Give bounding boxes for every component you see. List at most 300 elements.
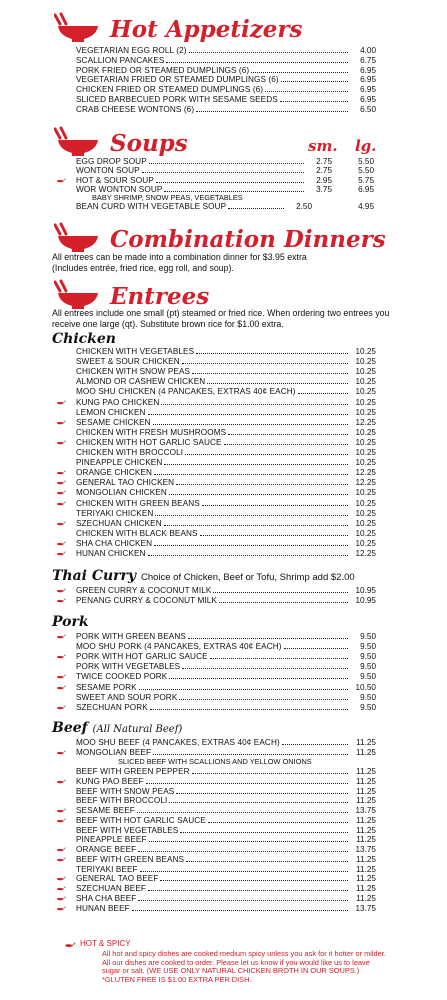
item-price: 4.00	[360, 46, 376, 55]
item-price: 9.50	[360, 672, 376, 682]
menu-item	[76, 478, 376, 488]
price-large-value: 5.75	[358, 175, 374, 185]
chili-pepper-icon	[56, 521, 66, 527]
price-large-value: 5.50	[358, 157, 374, 166]
menu-item	[76, 408, 376, 418]
leader-dots	[154, 468, 348, 475]
item-price: 2.75	[316, 157, 332, 166]
item-name: WONTON SOUP	[76, 166, 140, 176]
item-price: 9.50	[360, 702, 376, 712]
item-price: 10.25	[355, 387, 376, 397]
item-price: 11.25	[356, 825, 376, 835]
item-price: 10.25	[355, 518, 376, 528]
menu-item	[76, 826, 376, 836]
menu-item	[76, 85, 376, 95]
item-name: SZECHUAN PORK	[76, 702, 148, 712]
leader-dots	[280, 95, 348, 102]
footer-line-1: All hot and spicy dishes are cooked medium spicy unless you ask for it hotter or milder.	[102, 949, 386, 958]
leader-dots	[153, 418, 348, 425]
chili-pepper-icon	[56, 598, 66, 604]
beef-note: (All Natural Beef)	[92, 724, 183, 735]
chili-pepper-icon	[56, 400, 66, 406]
leader-dots	[166, 56, 348, 63]
item-name: SESAME BEEF	[76, 806, 135, 815]
item-name: GENERAL TAO CHICKEN	[76, 478, 175, 488]
item-name: SWEET & SOUR CHICKEN	[76, 357, 180, 367]
menu-item	[76, 458, 376, 468]
item-name: HUNAN CHICKEN	[76, 549, 146, 558]
item-name: PENANG CURRY & COCONUT MILK	[76, 596, 218, 605]
combination-line-1: All entrees can be made into a combination dinner for $3.95 extra	[52, 252, 307, 262]
price-large-value: 5.50	[358, 166, 374, 176]
chili-pepper-icon	[56, 674, 66, 680]
menu-item	[76, 549, 376, 559]
item-price: 6.75	[360, 55, 376, 65]
entrees-line-2: receive one large (qt). Substitute brown rice for $1.00 extra.	[52, 319, 284, 329]
chili-pepper-icon	[56, 876, 66, 882]
footer-line-3: sugar or salt. (WE USE ONLY NATURAL CHICKEN BROTH IN OUR SOUPS.)	[102, 966, 360, 976]
item-price: 12.25	[355, 549, 376, 558]
item-name: CHICKEN WITH GREEN BEANS	[76, 498, 200, 508]
leader-dots	[196, 105, 348, 112]
item-name: BEEF WITH HOT GARLIC SAUCE	[76, 815, 206, 825]
item-name: SWEET AND SOUR PORK	[76, 692, 178, 702]
leader-dots	[155, 509, 348, 516]
col-header-large: lg.	[355, 137, 377, 155]
menu-item	[76, 816, 376, 826]
item-price-small: 2.50	[296, 202, 312, 211]
entrees-text	[52, 308, 412, 330]
item-name: HUNAN BEEF	[76, 903, 130, 913]
chili-pepper-icon	[56, 634, 66, 640]
chili-pepper-icon	[56, 470, 66, 476]
leader-dots	[265, 85, 348, 92]
item-name: EGG DROP SOUP	[76, 157, 147, 166]
item-name: TERIYAKI BEEF	[76, 864, 138, 874]
menu-item	[76, 56, 376, 66]
price-large-value: 6.95	[358, 184, 374, 194]
item-name: MOO SHU PORK (4 PANCAKES, EXTRAS 40¢ EACH)	[76, 642, 282, 652]
item-name: CHICKEN WITH SNOW PEAS	[76, 367, 191, 377]
leader-dots	[150, 703, 348, 710]
menu-item	[76, 796, 376, 806]
subsection-title-beef	[52, 720, 182, 736]
item-price: 6.95	[360, 95, 376, 104]
subsection-title-chicken: Chicken	[52, 331, 116, 347]
chili-pepper-icon	[56, 654, 66, 660]
item-name: PINEAPPLE BEEF	[76, 835, 147, 845]
item-name: TERIYAKI CHICKEN	[76, 508, 154, 518]
rice-bowl-chopsticks-icon	[54, 126, 104, 156]
leader-dots	[148, 884, 348, 891]
menu-item	[76, 652, 376, 662]
item-price: 6.95	[360, 75, 376, 85]
leader-dots	[282, 738, 348, 745]
leader-dots	[164, 458, 348, 465]
leader-dots	[154, 539, 348, 546]
item-price: 13.75	[355, 806, 376, 815]
item-price: 9.50	[360, 632, 376, 641]
wor-wonton-note: BABY SHRIMP, SNOW PEAS, VEGETABLES	[92, 193, 243, 202]
item-price: 10.25	[355, 538, 376, 548]
item-price: 11.25	[356, 738, 376, 747]
menu-item	[76, 66, 376, 76]
rice-bowl-chopsticks-icon	[54, 222, 104, 252]
item-name: ORANGE CHICKEN	[76, 468, 153, 478]
thai-note: Choice of Chicken, Beef or Tofu, Shrimp add $2.00	[140, 572, 355, 583]
leader-dots	[132, 904, 348, 911]
leader-dots	[182, 357, 348, 364]
item-price: 10.95	[355, 596, 376, 605]
leader-dots	[210, 652, 348, 659]
item-price: 11.25	[356, 835, 376, 845]
chili-pepper-icon	[56, 705, 66, 711]
item-price: 11.25	[356, 854, 376, 864]
menu-item	[76, 367, 376, 377]
item-price: 11.25	[356, 815, 376, 825]
menu-item	[76, 894, 376, 904]
item-price: 13.75	[355, 845, 376, 854]
item-name: MOO SHU BEEF (4 PANCAKES, EXTRAS 40¢ EACH)	[76, 738, 280, 747]
leader-dots	[182, 662, 348, 669]
menu-item	[76, 693, 376, 703]
subsection-title-pork: Pork	[52, 614, 89, 630]
menu-item	[76, 586, 376, 596]
menu-item	[76, 845, 376, 855]
leader-dots	[284, 642, 348, 649]
menu-item	[76, 835, 376, 845]
leader-dots	[138, 845, 348, 852]
leader-dots	[202, 499, 348, 506]
item-name: PORK WITH HOT GARLIC SAUCE	[76, 652, 208, 662]
footer-line-4: *GLUTEN FREE IS $1.00 EXTRA PER DISH.	[102, 974, 252, 984]
item-name: BEEF WITH BROCCOLI	[76, 796, 168, 806]
leader-dots	[228, 202, 284, 209]
menu-item	[76, 539, 376, 549]
mongolian-beef-note: SLICED BEEF WITH SCALLIONS AND YELLOW ONIONS	[118, 757, 312, 766]
chili-pepper-icon	[56, 541, 66, 547]
menu-item	[76, 46, 376, 56]
item-price: 10.25	[355, 427, 376, 437]
item-price: 11.25	[356, 786, 376, 796]
chili-pepper-icon	[56, 501, 66, 507]
item-name: SZECHUAN BEEF	[76, 884, 146, 893]
leader-dots	[146, 777, 348, 784]
leader-dots	[156, 176, 304, 183]
leader-dots	[140, 865, 348, 872]
item-price: 6.50	[360, 104, 376, 114]
item-name: PORK WITH VEGETABLES	[76, 662, 181, 672]
item-price: 11.25	[356, 748, 376, 757]
chili-pepper-icon	[56, 906, 66, 912]
menu-item	[76, 488, 376, 498]
item-name: BEEF WITH GREEN PEPPER	[76, 767, 190, 776]
menu-item	[76, 398, 376, 408]
menu-item	[76, 787, 376, 797]
menu-item	[76, 448, 376, 458]
item-name: MONGOLIAN CHICKEN	[76, 488, 167, 498]
item-name: GREEN CURRY & COCONUT MILK	[76, 586, 212, 595]
menu-item	[76, 642, 376, 652]
item-name: ALMOND OR CASHEW CHICKEN	[76, 377, 206, 387]
chili-pepper-icon	[56, 779, 66, 785]
menu-item	[76, 904, 376, 914]
item-name: BEEF WITH SNOW PEAS	[76, 786, 175, 796]
chili-pepper-icon	[56, 847, 66, 853]
rice-bowl-chopsticks-icon	[54, 279, 104, 309]
leader-dots	[148, 408, 348, 415]
section-title-soups: Soups	[110, 130, 188, 157]
leader-dots	[186, 855, 348, 862]
item-name: MOO SHU CHICKEN (4 PANCAKES, EXTRAS 40¢ EACH)	[76, 387, 296, 397]
item-name: CHICKEN WITH BROCCOLI	[76, 448, 184, 457]
item-price: 10.25	[355, 397, 376, 407]
rice-bowl-chopsticks-icon	[54, 12, 104, 42]
item-name: SESAME CHICKEN	[76, 417, 151, 427]
menu-item	[76, 884, 376, 894]
leader-dots	[251, 66, 348, 73]
item-name: SCALLION PANCAKES	[76, 55, 165, 65]
menu-item	[76, 519, 376, 529]
leader-dots	[153, 748, 348, 755]
item-price: 11.25	[356, 874, 376, 884]
item-name: SZECHUAN CHICKEN	[76, 518, 162, 528]
item-name: KUNG PAO BEEF	[76, 776, 144, 786]
col-header-small: sm.	[308, 137, 338, 155]
chili-pepper-icon	[56, 480, 66, 486]
item-name: CHICKEN WITH VEGETABLES	[76, 347, 195, 356]
chili-pepper-icon	[56, 685, 66, 691]
item-name: BEAN CURD WITH VEGETABLE SOUP	[76, 202, 227, 211]
chili-pepper-icon	[56, 551, 66, 557]
item-price: 11.25	[356, 776, 376, 786]
item-price: 9.50	[360, 652, 376, 662]
menu-item	[76, 777, 376, 787]
leader-dots	[298, 387, 348, 394]
item-price: 10.25	[355, 437, 376, 447]
leader-dots	[281, 75, 348, 82]
menu-item	[76, 855, 376, 865]
item-name: SLICED BARBECUED PORK WITH SESAME SEEDS	[76, 95, 278, 104]
entrees-line-1: All entrees include one small (pt) steamed or fried rice. When ordering two entrees you	[52, 308, 390, 318]
menu-item	[76, 509, 376, 519]
leader-dots	[207, 377, 348, 384]
item-name: ORANGE BEEF	[76, 845, 137, 854]
chili-pepper-icon	[56, 588, 66, 594]
item-price: 13.75	[355, 903, 376, 913]
item-name: SHA CHA BEEF	[76, 893, 137, 903]
chili-pepper-icon	[56, 490, 66, 496]
leader-dots	[213, 586, 348, 593]
item-price: 12.25	[355, 417, 376, 427]
item-name: BEEF WITH VEGETABLES	[76, 825, 179, 835]
item-name: PINEAPPLE CHICKEN	[76, 458, 163, 468]
chili-pepper-icon	[56, 818, 66, 824]
leader-dots	[149, 157, 304, 164]
menu-item	[76, 767, 376, 777]
item-name: SESAME PORK	[76, 682, 137, 692]
item-price: 11.25	[356, 796, 376, 806]
item-price: 10.95	[355, 586, 376, 595]
thai-title: Thai Curry	[52, 568, 137, 584]
menu-item	[76, 418, 376, 428]
menu-item	[76, 387, 376, 397]
leader-dots	[192, 367, 348, 374]
leader-dots	[148, 549, 348, 556]
item-price-large	[340, 185, 374, 195]
menu-item	[76, 499, 376, 509]
item-price: 10.25	[355, 377, 376, 387]
item-name: VEGETARIAN EGG ROLL (2)	[76, 46, 187, 55]
item-name: PORK FRIED OR STEAMED DUMPLINGS (6)	[76, 65, 250, 75]
leader-dots	[228, 428, 348, 435]
section-title-entrees: Entrees	[110, 283, 210, 310]
chili-pepper-icon	[64, 942, 76, 949]
menu-item	[76, 529, 376, 539]
subsection-title-thai	[52, 568, 355, 584]
leader-dots	[142, 166, 304, 173]
item-price: 10.25	[355, 357, 376, 367]
leader-dots	[219, 596, 348, 603]
menu-item	[76, 632, 376, 642]
combination-line-2: (Includes entrée, fried rice, egg roll, and soup).	[52, 263, 234, 273]
leader-dots	[164, 519, 348, 526]
footer-notes	[102, 950, 402, 984]
item-name: HOT & SOUR SOUP	[76, 175, 154, 185]
item-price: 11.25	[356, 864, 376, 874]
item-name: BEEF WITH GREEN BEANS	[76, 854, 185, 864]
item-name: CHICKEN WITH HOT GARLIC SAUCE	[76, 437, 222, 447]
leader-dots	[169, 672, 348, 679]
leader-dots	[137, 806, 348, 813]
section-title-combination: Combination Dinners	[110, 226, 386, 253]
item-price: 10.25	[355, 508, 376, 518]
menu-item	[76, 662, 376, 672]
item-price: 2.75	[316, 166, 332, 176]
item-price: 10.25	[355, 367, 376, 377]
item-name: KUNG PAO CHICKEN	[76, 397, 160, 407]
item-price: 9.50	[360, 692, 376, 702]
item-price: 10.25	[355, 458, 376, 468]
leader-dots	[192, 767, 348, 774]
item-price: 3.75	[316, 184, 332, 194]
item-price: 10.25	[355, 528, 376, 538]
leader-dots	[224, 438, 348, 445]
leader-dots	[189, 46, 348, 53]
chili-pepper-icon	[56, 886, 66, 892]
menu-item	[76, 75, 376, 85]
leader-dots	[179, 693, 348, 700]
leader-dots	[176, 787, 348, 794]
chili-pepper-icon	[56, 857, 66, 863]
chili-pepper-icon	[56, 178, 66, 184]
item-price: 10.25	[355, 448, 376, 457]
item-price: 10.50	[355, 682, 376, 692]
item-price: 10.25	[355, 498, 376, 508]
leader-dots	[169, 796, 348, 803]
item-price: 6.95	[360, 85, 376, 95]
item-name: VEGETARIAN FRIED OR STEAMED DUMPLINGS (6)	[76, 75, 279, 85]
leader-dots	[161, 398, 348, 405]
leader-dots	[138, 894, 348, 901]
item-name: CRAB CHEESE WONTONS (6)	[76, 104, 195, 114]
item-price: 12.25	[355, 468, 376, 478]
menu-item	[76, 672, 376, 682]
item-name: SHA CHA CHICKEN	[76, 538, 153, 548]
legend-hot-spicy: HOT & SPICY	[80, 939, 131, 948]
leader-dots	[200, 529, 348, 536]
item-price: 10.25	[355, 347, 376, 356]
leader-dots	[196, 347, 348, 354]
item-price: 9.50	[360, 662, 376, 672]
menu-item	[76, 596, 376, 606]
item-name: PORK WITH GREEN BEANS	[76, 632, 186, 641]
item-name: WOR WONTON SOUP	[76, 184, 163, 194]
item-name: CHICKEN WITH BLACK BEANS	[76, 528, 198, 538]
menu-item	[76, 874, 376, 884]
chili-pepper-icon	[56, 896, 66, 902]
item-price: 2.95	[316, 175, 332, 185]
item-price: 11.25	[356, 767, 376, 776]
menu-item	[76, 806, 376, 816]
item-name: CHICKEN WITH FRESH MUSHROOMS	[76, 427, 227, 437]
item-price: 11.25	[356, 893, 376, 903]
menu-item	[76, 865, 376, 875]
leader-dots	[176, 478, 348, 485]
leader-dots	[160, 874, 348, 881]
item-price: 6.95	[360, 65, 376, 75]
chili-pepper-icon	[56, 750, 66, 756]
item-name: GENERAL TAO BEEF	[76, 874, 159, 884]
menu-item	[76, 377, 376, 387]
leader-dots	[164, 185, 304, 192]
leader-dots	[185, 448, 348, 455]
leader-dots	[180, 826, 348, 833]
item-price: 9.50	[360, 642, 376, 652]
menu-item	[76, 95, 376, 105]
item-price: 10.25	[355, 407, 376, 417]
soup-item-bean-curd	[76, 202, 312, 212]
item-price-large: 4.95	[358, 202, 374, 211]
chili-pepper-icon	[56, 440, 66, 446]
leader-dots	[208, 816, 348, 823]
menu-item	[76, 683, 376, 693]
item-name: TWICE COOKED PORK	[76, 672, 168, 682]
footer-line-2: All our dishes are cooked to order. Please let us know if you would like us to leave	[102, 957, 370, 967]
menu-item	[76, 438, 376, 448]
leader-dots	[139, 683, 348, 690]
item-name: LEMON CHICKEN	[76, 407, 146, 417]
item-name: CHICKEN FRIED OR STEAMED DUMPLINGS (6)	[76, 85, 264, 95]
bean-curd-large-price	[340, 202, 374, 212]
chili-pepper-icon	[56, 808, 66, 814]
leader-dots	[169, 488, 348, 495]
item-price: 11.25	[356, 884, 376, 893]
menu-item	[76, 105, 376, 115]
item-price: 12.25	[355, 478, 376, 488]
chili-pepper-icon	[56, 420, 66, 426]
menu-item	[76, 738, 376, 748]
combination-text	[52, 252, 392, 274]
item-name: MONGOLIAN BEEF	[76, 748, 152, 757]
beef-title: Beef	[52, 720, 88, 736]
menu-item	[76, 703, 376, 713]
menu-item	[76, 357, 376, 367]
leader-dots	[149, 835, 348, 842]
menu-item	[76, 468, 376, 478]
item-price: 10.25	[355, 488, 376, 498]
leader-dots	[188, 632, 348, 639]
